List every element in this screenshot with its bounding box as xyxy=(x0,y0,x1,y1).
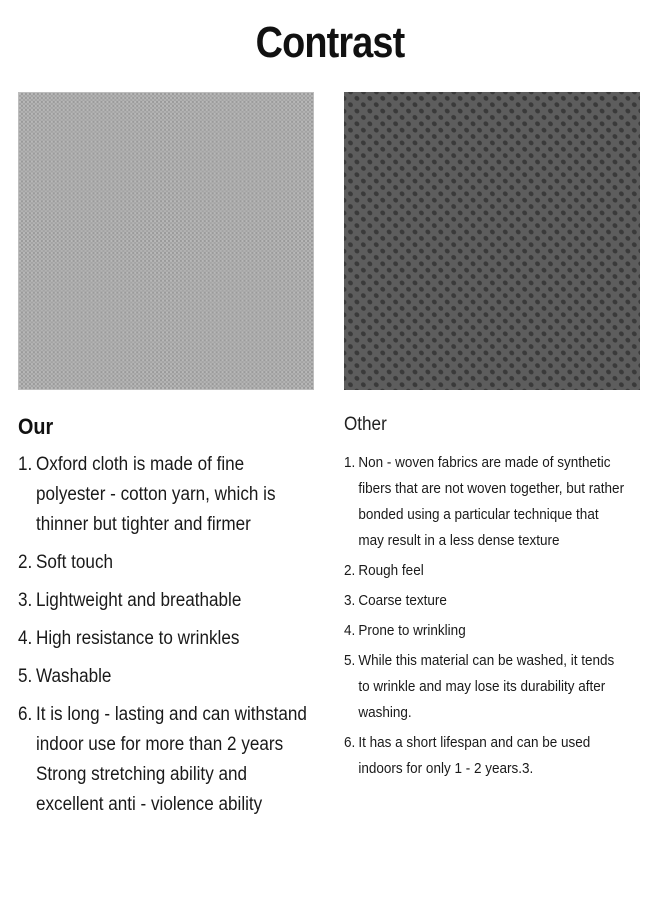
page-title: Contrast xyxy=(255,18,405,67)
item-text: may result in a less dense texture xyxy=(358,532,560,549)
list-item xyxy=(344,450,644,554)
item-text: thinner but tighter and firmer xyxy=(36,514,251,535)
item-number: 6. xyxy=(344,734,356,751)
item-text: Coarse texture xyxy=(358,592,447,609)
item-text: Rough feel xyxy=(358,562,424,579)
list-item xyxy=(18,700,323,820)
list-item xyxy=(18,548,323,578)
item-text: It has a short lifespan and can be used xyxy=(358,734,591,751)
item-text: indoor use for more than 2 years xyxy=(36,734,284,755)
item-number: 1. xyxy=(344,454,356,471)
list-item xyxy=(344,558,644,584)
item-text: bonded using a particular technique that xyxy=(358,506,599,523)
our-features-list xyxy=(18,450,323,820)
item-number: 1. xyxy=(18,454,33,475)
list-item xyxy=(344,588,644,614)
item-text: excellent anti - violence ability xyxy=(36,794,263,815)
item-number: 3. xyxy=(18,590,33,611)
list-item xyxy=(344,648,644,726)
other-features-list xyxy=(344,450,644,782)
item-text: washing. xyxy=(358,704,412,721)
oxford-fabric-swatch xyxy=(18,92,314,390)
item-text: Oxford cloth is made of fine xyxy=(36,454,245,475)
item-number: 4. xyxy=(18,628,33,649)
item-number: 5. xyxy=(18,666,33,687)
item-text: Prone to wrinkling xyxy=(358,622,466,639)
item-number: 2. xyxy=(18,552,33,573)
item-text: High resistance to wrinkles xyxy=(36,628,240,649)
other-heading: Other xyxy=(344,414,387,435)
non-woven-fabric-swatch xyxy=(344,92,640,390)
item-number: 6. xyxy=(18,704,33,725)
item-number: 3. xyxy=(344,592,356,609)
item-text: Soft touch xyxy=(36,552,114,573)
item-text: indoors for only 1 - 2 years.3. xyxy=(358,760,534,777)
list-item xyxy=(18,624,323,654)
list-item xyxy=(344,618,644,644)
item-text: Strong stretching ability and xyxy=(36,764,248,785)
item-text: Washable xyxy=(36,666,112,687)
item-text: to wrinkle and may lose its durability after xyxy=(358,678,606,695)
item-text: It is long - lasting and can withstand xyxy=(36,704,307,725)
list-item xyxy=(18,450,323,540)
list-item xyxy=(18,586,323,616)
item-number: 4. xyxy=(344,622,356,639)
item-number: 2. xyxy=(344,562,356,579)
item-number: 5. xyxy=(344,652,356,669)
item-text: While this material can be washed, it tends xyxy=(358,652,615,669)
other-column xyxy=(344,414,644,786)
our-column xyxy=(18,414,323,828)
item-text: Lightweight and breathable xyxy=(36,590,242,611)
list-item xyxy=(18,662,323,692)
item-text: Non - woven fabrics are made of synthetic xyxy=(358,454,611,471)
our-heading: Our xyxy=(18,414,54,439)
item-text: fibers that are not woven together, but rather xyxy=(358,480,625,497)
list-item xyxy=(344,730,644,782)
item-text: polyester - cotton yarn, which is xyxy=(36,484,276,505)
